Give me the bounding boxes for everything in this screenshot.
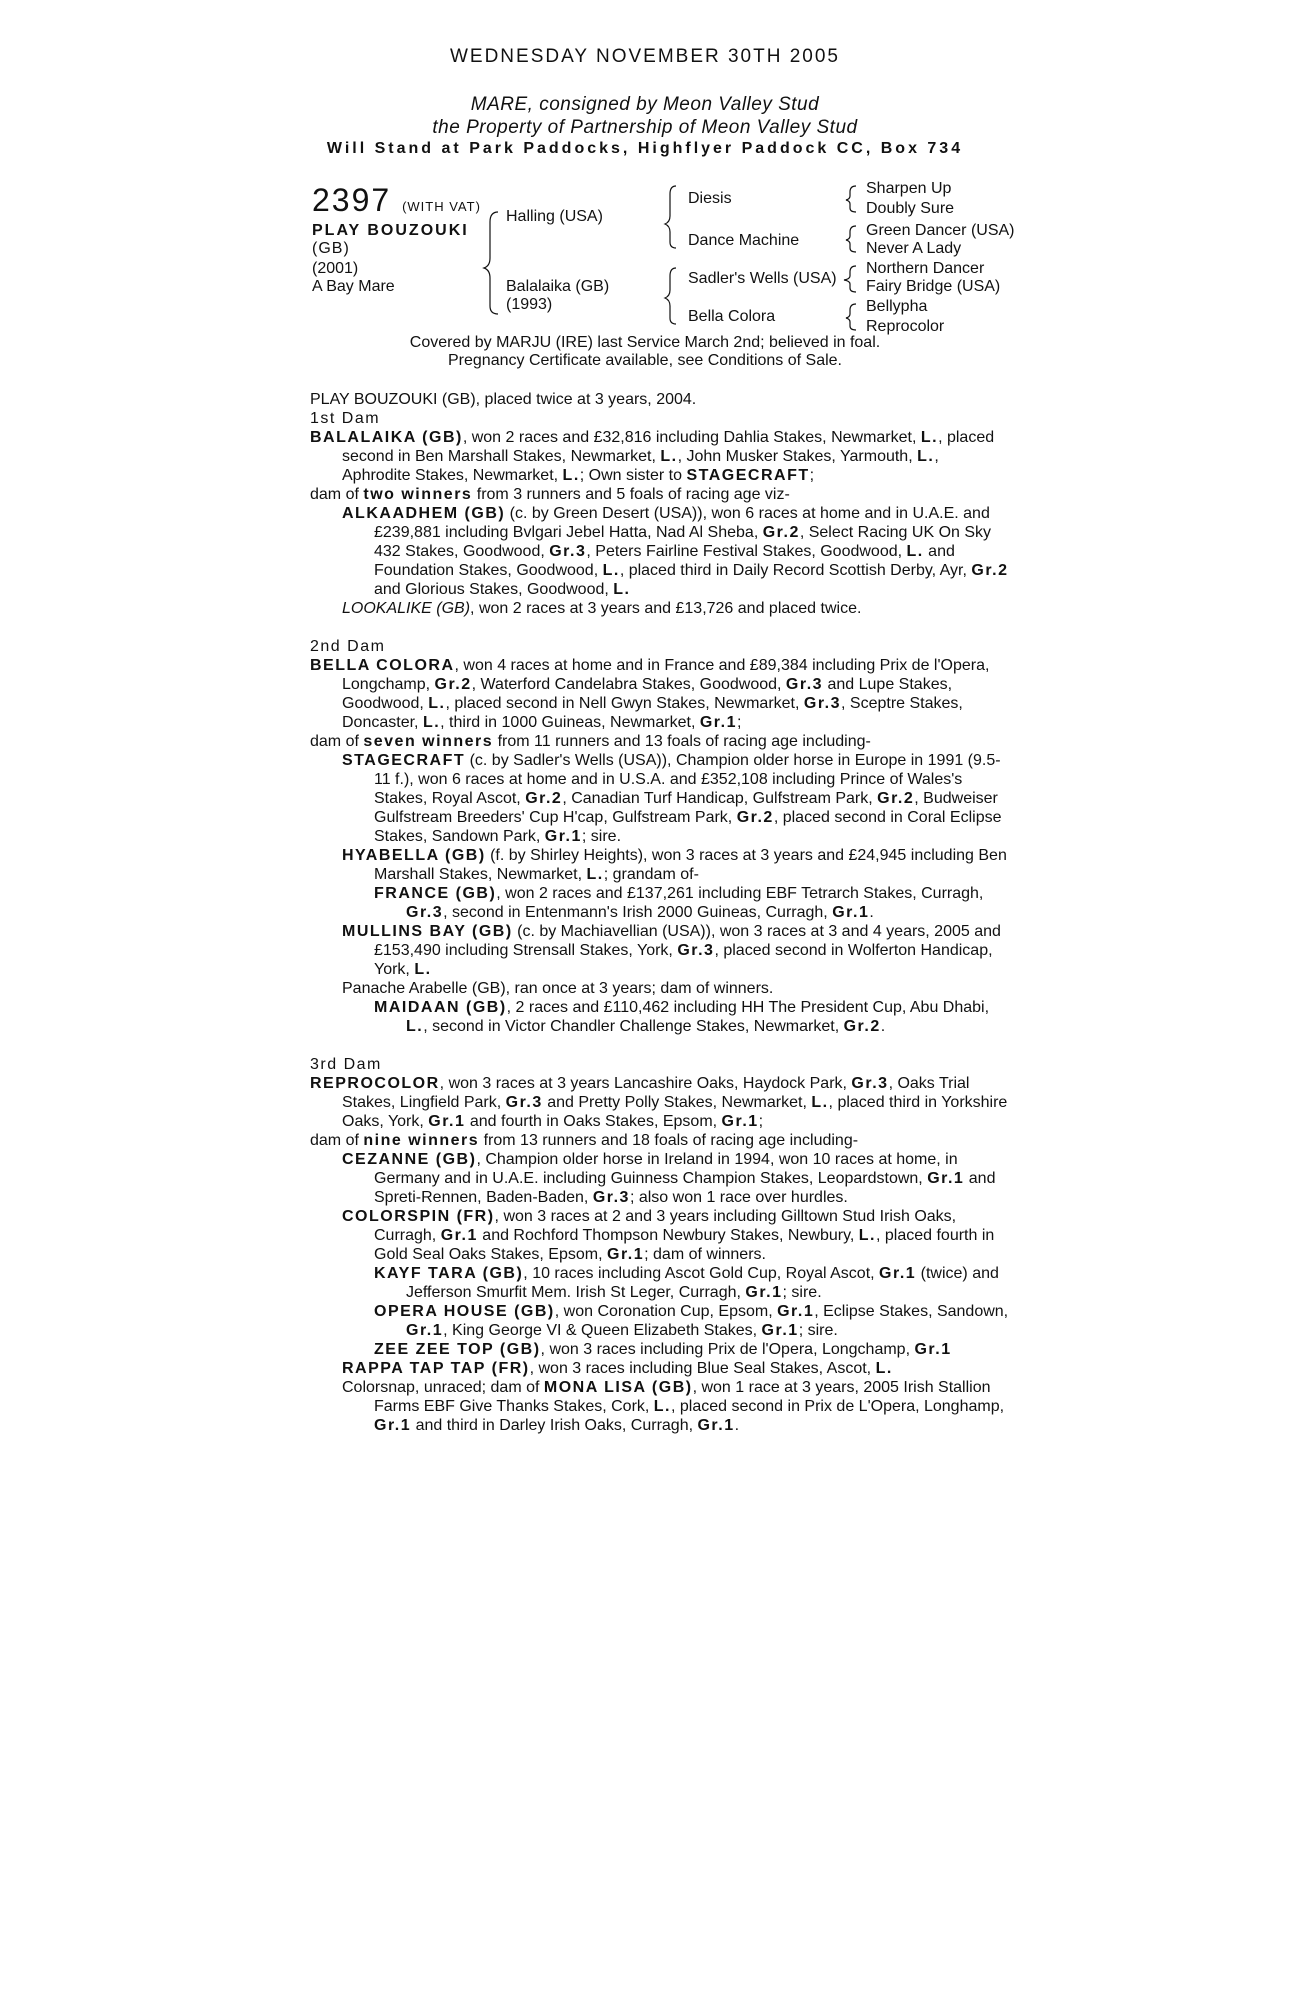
pedigree-ddd: Reprocolor — [866, 318, 945, 335]
pedigree-sds: Green Dancer (USA) — [866, 222, 1015, 239]
dam2-heading: 2nd Dam — [310, 638, 386, 655]
dam2-foal-stagecraft: STAGECRAFT (c. by Sadler's Wells (USA)), Champion older horse in Europe in 1991 (9.5-11 f.), won 6 races at home and in U.S.A. and £352,108 including Prince of Wales's Stakes, Royal Ascot, Gr.2, Canadian Turf Handicap, Gulfstream Park, Gr.2, Budweiser Gulfstream Breeders' Cup H'cap, Gulfstream Park, Gr.2, placed second in Coral Eclipse Stakes, Sandown Park, Gr.1; sire. — [342, 752, 1002, 845]
horse-description: A Bay Mare — [312, 278, 395, 295]
pedigree-sss: Sharpen Up — [866, 180, 952, 197]
dam3-foal-rappa-tap-tap: RAPPA TAP TAP (FR), won 3 races including Blue Seal Stakes, Ascot, L. — [342, 1360, 893, 1377]
dam1-record: BALALAIKA (GB), won 2 races and £32,816 including Dahlia Stakes, Newmarket, L., placed second in Ben Marshall Stakes, Newmarket, L., John Musker Stakes, Yarmouth, L., Aphrodite Stakes, Newmarket, L.; Own sister to STAGECRAFT; — [310, 429, 995, 484]
pedigree-sire: Halling (USA) — [506, 208, 603, 225]
dam1-foal-lookalike: LOOKALIKE (GB), won 2 races at 3 years and £13,726 and placed twice. — [342, 600, 862, 617]
pedigree-ss: Diesis — [688, 190, 732, 207]
vat-note: (WITH VAT) — [402, 199, 481, 214]
pedigree-notes — [310, 390, 1010, 1435]
dam2-produce-line: dam of seven winners from 11 runners and 13 foals of racing age including- — [310, 733, 871, 750]
pedigree-dd: Bella Colora — [688, 308, 776, 325]
stand-location: Will Stand at Park Paddocks, Highflyer Paddock CC, Box 734 — [326, 140, 964, 157]
pedigree-dam-year: (1993) — [506, 296, 553, 313]
pedigree-dsd: Fairy Bridge (USA) — [866, 278, 1001, 295]
dam3-foal-cezanne: CEZANNE (GB), Champion older horse in Ireland in 1994, won 10 races at home, in Germany and in U.A.E. including Guinness Champion Stakes, Leopardstown, Gr.1 and Spreti-Rennen, Baden-Baden, Gr.3; also won 1 race over hurdles. — [342, 1151, 996, 1206]
owner-line: the Property of Partnership of Meon Valley Stud — [432, 117, 858, 138]
pedigree-ds: Sadler's Wells (USA) — [688, 270, 837, 287]
dam3-grandfoal-kayf-tara: KAYF TARA (GB), 10 races including Ascot Gold Cup, Royal Ascot, Gr.1 (twice) and Jefferson Smurfit Mem. Irish St Leger, Curragh, Gr.1; sire. — [374, 1265, 999, 1301]
pedigree-sdd: Never A Lady — [866, 240, 962, 257]
dam2-record: BELLA COLORA, won 4 races at home and in France and £89,384 including Prix de l'Opera, Longchamp, Gr.2, Waterford Candelabra Stakes, Goodwood, Gr.3 and Lupe Stakes, Goodwood, L., placed second in Nell Gwyn Stakes, Newmarket, Gr.3, Sceptre Stakes, Doncaster, L., third in 1000 Guineas, Newmarket, Gr.1; — [310, 657, 990, 731]
pedigree-dds: Bellypha — [866, 298, 928, 315]
intro-line: PLAY BOUZOUKI (GB), placed twice at 3 years, 2004. — [310, 391, 697, 408]
dam2-foal-panache-arabelle: Panache Arabelle (GB), ran once at 3 years; dam of winners. — [342, 980, 774, 997]
dam1-heading: 1st Dam — [310, 410, 381, 427]
horse-country: (GB) — [312, 240, 350, 257]
dam2-foal-hyabella: HYABELLA (GB) (f. by Shirley Heights), won 3 races at 3 years and £24,945 including Ben Marshall Stakes, Newmarket, L.; grandam of- — [342, 847, 1007, 883]
dam2-grandfoal-france: FRANCE (GB), won 2 races and £137,261 including EBF Tetrarch Stakes, Curragh, Gr.3, second in Entenmann's Irish 2000 Guineas, Curragh, Gr.1. — [374, 885, 984, 921]
dam2-grandfoal-maidaan: MAIDAAN (GB), 2 races and £110,462 including HH The President Cup, Abu Dhabi, L., second in Victor Chandler Challenge Stakes, Newmarket, Gr.2. — [374, 999, 990, 1035]
horse-name: PLAY BOUZOUKI — [312, 222, 469, 239]
horse-year: (2001) — [312, 260, 359, 277]
covered-note: Covered by MARJU (IRE) last Service March 2nd; believed in foal. — [409, 334, 881, 351]
pedigree-dam: Balalaika (GB) — [506, 278, 610, 295]
dam3-produce-line: dam of nine winners from 13 runners and 18 foals of racing age including- — [310, 1132, 859, 1149]
pedigree-sd: Dance Machine — [688, 232, 800, 249]
pedigree-braces — [0, 0, 1290, 340]
pedigree-dss: Northern Dancer — [866, 260, 985, 277]
dam3-foal-colorspin: COLORSPIN (FR), won 3 races at 2 and 3 years including Gilltown Stud Irish Oaks, Curragh, Gr.1 and Rochford Thompson Newbury Stakes, Newbury, L., placed fourth in Gold Seal Oaks Stakes, Epsom, Gr.1; dam of winners. — [342, 1208, 995, 1263]
lot-number: 2397 — [312, 182, 392, 218]
dam1-produce-line: dam of two winners from 3 runners and 5 foals of racing age viz- — [310, 486, 790, 503]
dam1-foal-alkaadhem: ALKAADHEM (GB) (c. by Green Desert (USA)), won 6 races at home and in U.A.E. and £239,881 including Bvlgari Jebel Hatta, Nad Al Sheba, Gr.2, Select Racing UK On Sky 432 Stakes, Goodwood, Gr.3, Peters Fairline Festival Stakes, Goodwood, L. and Foundation Stakes, Goodwood, L., placed third in Daily Record Scottish Derby, Ayr, Gr.2 and Glorious Stakes, Goodwood, L. — [342, 505, 1009, 598]
consignor-line: MARE, consigned by Meon Valley Stud — [470, 94, 820, 115]
dam3-grandfoal-opera-house: OPERA HOUSE (GB), won Coronation Cup, Epsom, Gr.1, Eclipse Stakes, Sandown, Gr.1, King George VI & Queen Elizabeth Stakes, Gr.1; sire. — [374, 1303, 1009, 1339]
dam3-grandfoal-zee-zee-top: ZEE ZEE TOP (GB), won 3 races including Prix de l'Opera, Longchamp, Gr.1 — [374, 1341, 952, 1358]
dam2-foal-mullins-bay: MULLINS BAY (GB) (c. by Machiavellian (USA)), won 3 races at 3 and 4 years, 2005 and £153,490 including Strensall Stakes, York, Gr.3, placed second in Wolferton Handicap, York, L. — [342, 923, 1001, 978]
dam3-record: REPROCOLOR, won 3 races at 3 years Lancashire Oaks, Haydock Park, Gr.3, Oaks Trial Stakes, Lingfield Park, Gr.3 and Pretty Polly Stakes, Newmarket, L., placed third in Yorkshire Oaks, York, Gr.1 and fourth in Oaks Stakes, Epsom, Gr.1; — [310, 1075, 1008, 1130]
sale-date: WEDNESDAY NOVEMBER 30TH 2005 — [449, 46, 840, 67]
pregnancy-note: Pregnancy Certificate available, see Conditions of Sale. — [448, 352, 842, 369]
dam3-foal-colorsnap: Colorsnap, unraced; dam of MONA LISA (GB), won 1 race at 3 years, 2005 Irish Stallion Farms EBF Give Thanks Stakes, Cork, L., placed second in Prix de L'Opera, Longhamp, Gr.1 and third in Darley Irish Oaks, Curragh, Gr.1. — [342, 1379, 1005, 1434]
pedigree-ssd: Doubly Sure — [866, 200, 955, 217]
dam3-heading: 3rd Dam — [310, 1056, 382, 1073]
